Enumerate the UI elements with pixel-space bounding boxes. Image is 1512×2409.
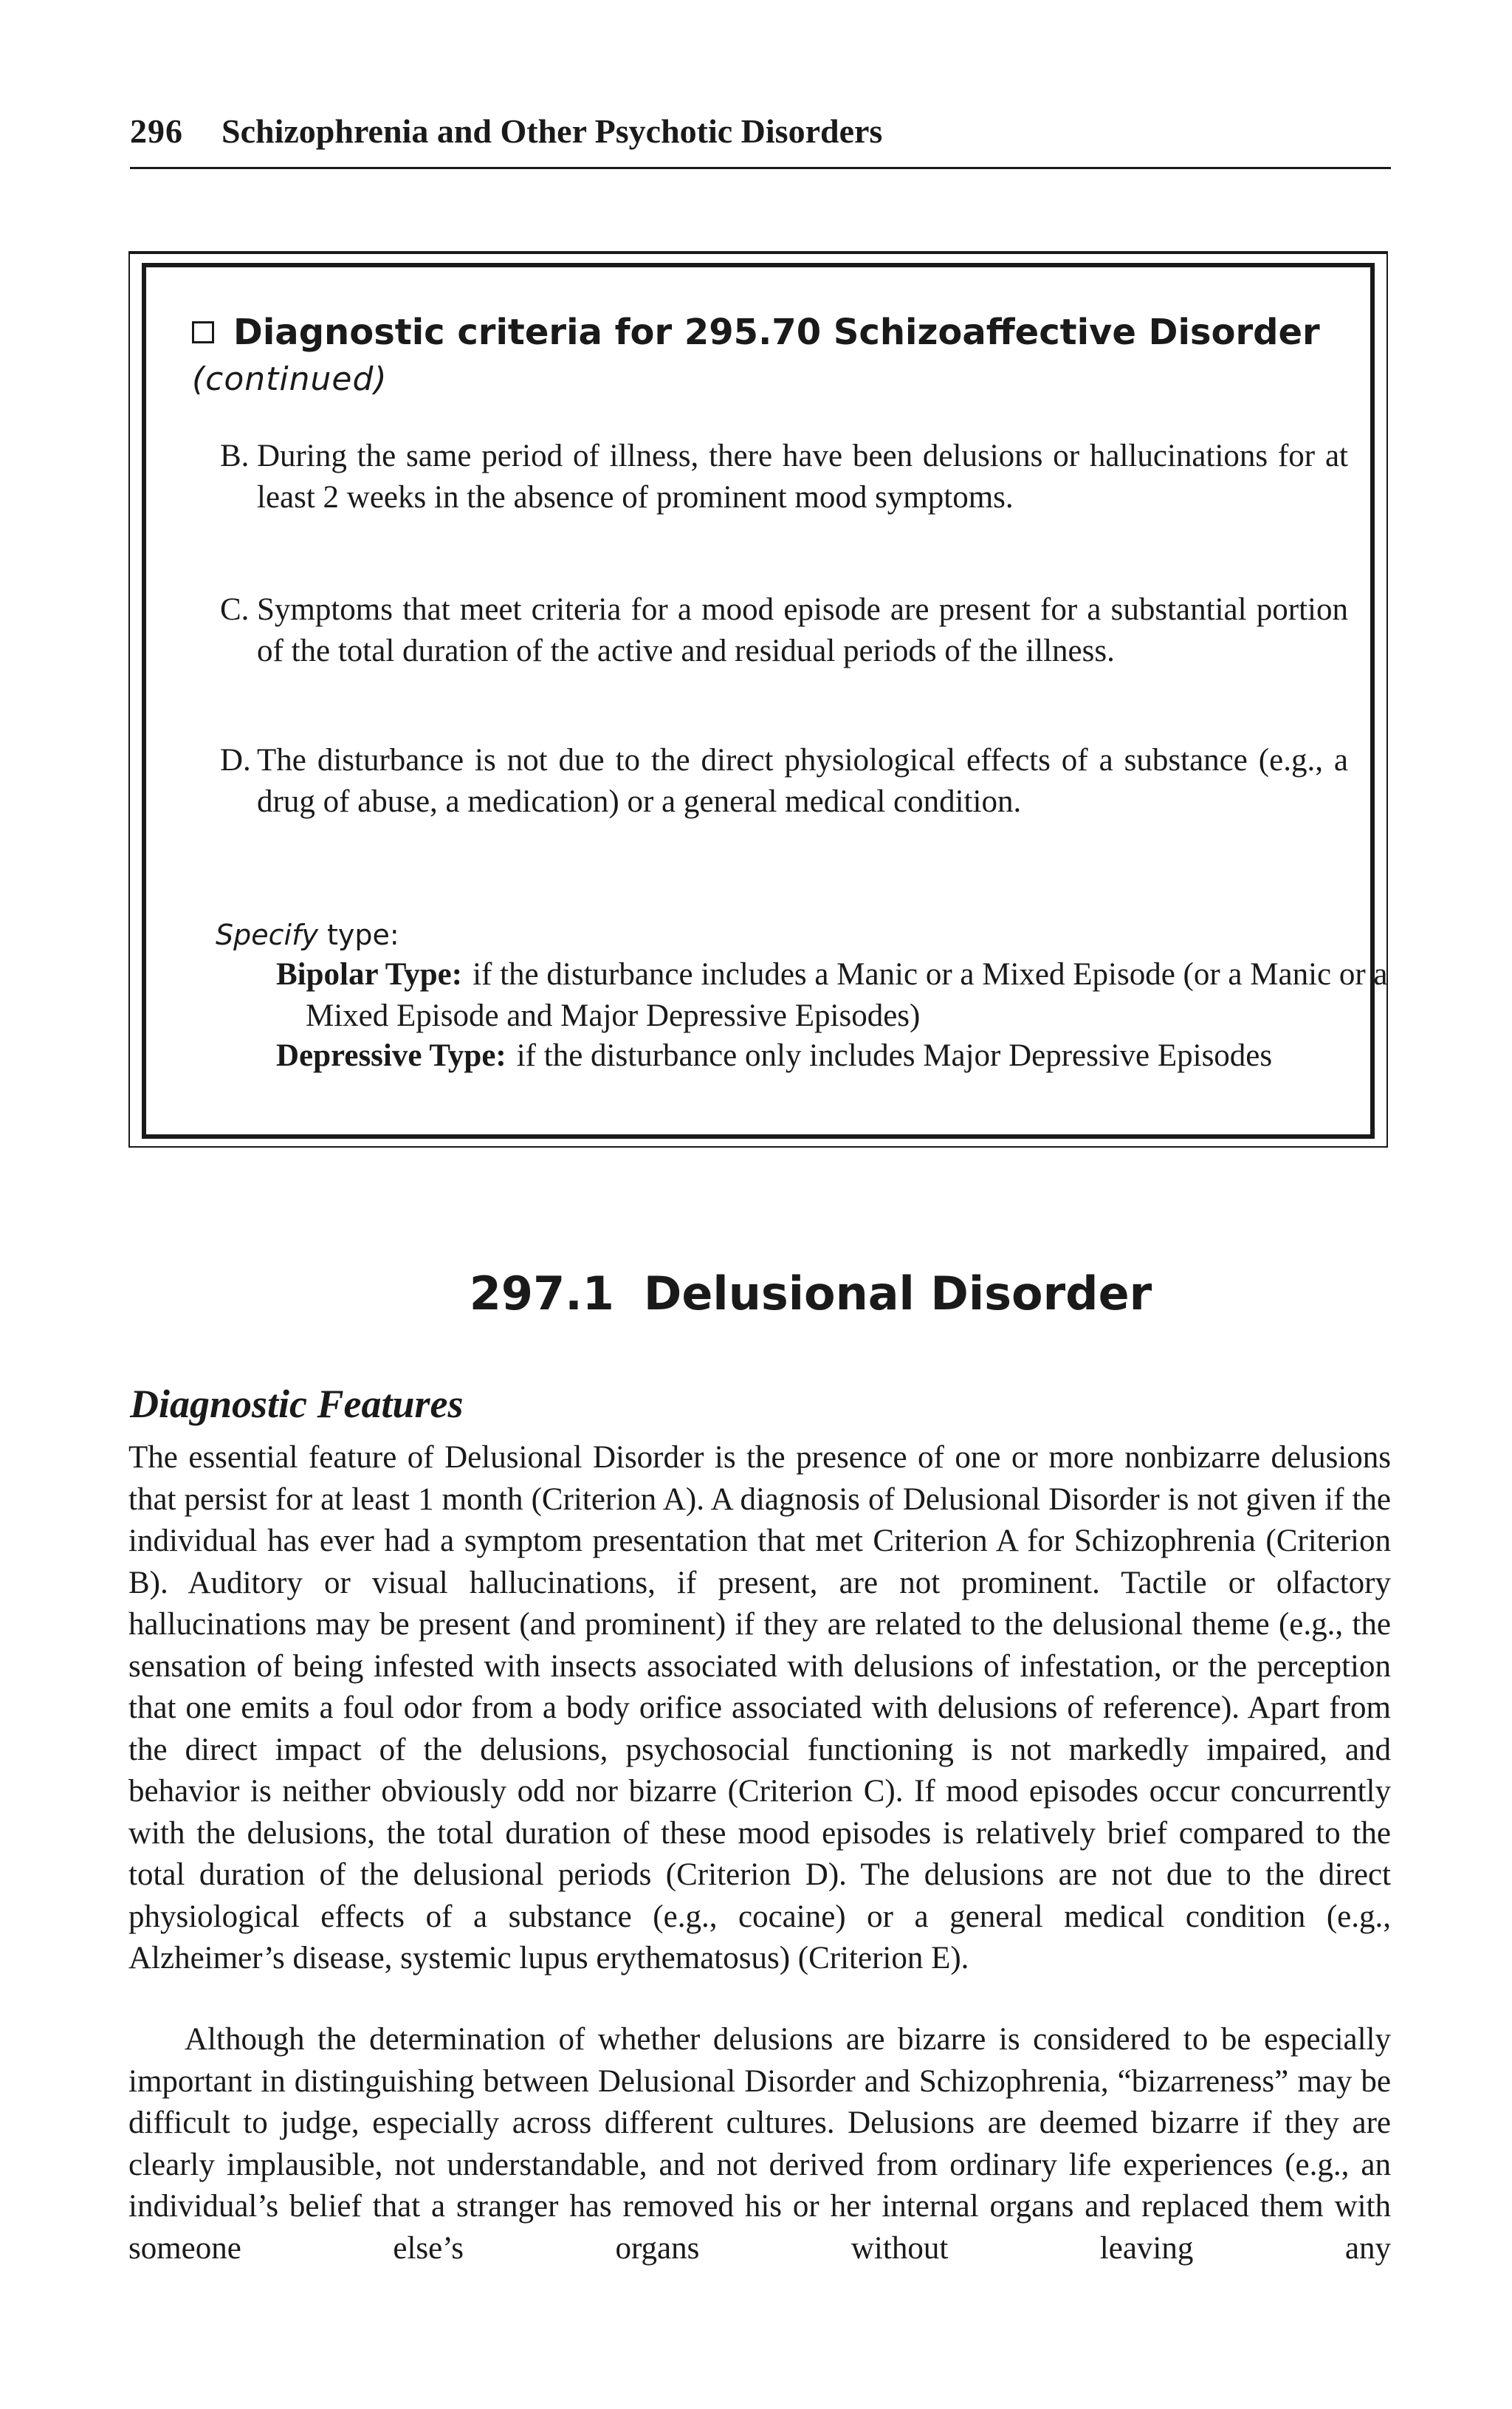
specify-suffix: type: — [317, 919, 399, 951]
criterion-letter: B. — [220, 439, 250, 473]
paragraph: Although the determination of whether delusions are bizarre is considered to be especially important in distinguishing between Delusional Disorder and Schizophrenia, “bizarreness” may be difficult to judge, especially across different cultures. Delusions are deemed bizarre if they are clearly implausible, not understandable, and not derived from ordinary life experiences (e.g., an individual’s belief that a stranger has removed his or her internal organs and replaced them with someone else’s organs without leaving any — [128, 2022, 1391, 2266]
criteria-box-inner — [142, 263, 1388, 1139]
type-name: Depressive Type: — [276, 1038, 506, 1073]
criteria-subtitle: (continued) — [192, 360, 388, 398]
criterion-c — [220, 589, 1348, 672]
section-heading — [0, 1264, 1512, 1323]
checkbox-icon — [192, 321, 214, 343]
type-entry-bipolar — [276, 954, 1391, 1037]
running-header — [130, 109, 1391, 169]
criterion-b — [220, 436, 1348, 518]
type-entry-depressive — [276, 1035, 1391, 1077]
criteria-title — [192, 310, 1320, 354]
criterion-text: Symptoms that meet criteria for a mood episode are present for a substantial portion of the total duration of the active and residual periods of the illness. — [257, 592, 1348, 668]
specify-line — [216, 914, 399, 956]
subheading-diagnostic-features: Diagnostic Features — [130, 1382, 464, 1426]
section-code: 297.1 — [469, 1267, 614, 1320]
criteria-box — [128, 251, 1388, 1148]
criterion-text: The disturbance is not due to the direct physiological effects of a substance (e.g., a drug of abuse, a medication) or a general medical condition. — [257, 743, 1348, 819]
running-title: Schizophrenia and Other Psychotic Disorders — [221, 112, 883, 150]
criterion-letter: D. — [220, 743, 251, 778]
type-name: Bipolar Type: — [276, 957, 463, 992]
section-title: Delusional Disorder — [643, 1267, 1152, 1320]
criteria-title-text: Diagnostic criteria for 295.70 Schizoaffective Disorder — [233, 312, 1320, 353]
criterion-d — [220, 740, 1348, 823]
page-number: 296 — [130, 112, 183, 150]
paragraph: The essential feature of Delusional Disorder is the presence of one or more nonbizarre delusions that persist for at least 1 month (Criterion A). A diagnosis of Delusional Disorder is not given if the individual has ever had a symptom presentation that met Criterion A for Schizophrenia (Criterion B). Auditory or visual hallucinations, if present, are not prominent. Tactile or olfactory hallucinations may be present (and prominent) if they are related to the delusional theme (e.g., the sensation of being infested with insects associated with delusions of infestation, or the perception that one emits a foul odor from a body orifice associated with delusions of reference). Apart from the direct impact of the delusions, psychosocial functioning is not markedly impaired, and behavior is neither obviously odd nor bizarre (Criterion C). If mood episodes occur concurrently with the delusions, the total duration of these mood episodes is relatively brief compared to the total duration of the delusional periods (Criterion D). The delusions are not due to the direct physiological effects of a substance (e.g., cocaine) or a general medical condition (e.g., Alzheimer’s disease, systemic lupus erythematosus) (Criterion E). — [128, 1440, 1391, 1975]
type-text: if the disturbance includes a Manic or a Mixed Episode (or a Manic or a Mixed Episode and Major Depressive Episodes) — [306, 957, 1388, 1033]
criterion-letter: C. — [220, 592, 250, 627]
criterion-text: During the same period of illness, there have been delusions or hallucinations for at least 2 weeks in the absence of prominent mood symptoms. — [257, 439, 1348, 515]
specify-label: Specify — [216, 919, 318, 951]
type-text: if the disturbance only includes Major Depressive Episodes — [516, 1038, 1273, 1073]
